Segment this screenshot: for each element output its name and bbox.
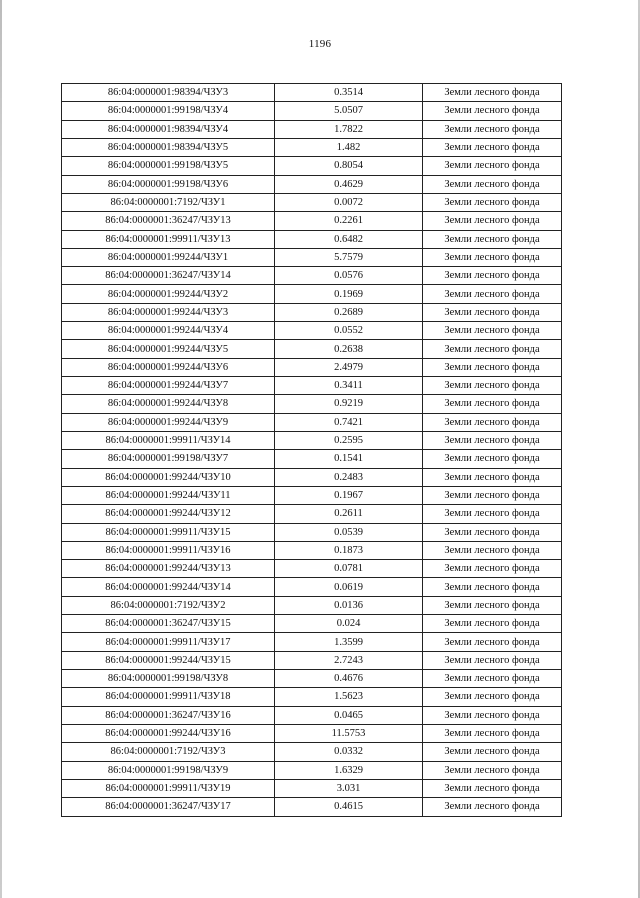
area-cell: 5.0507: [275, 102, 423, 120]
cadastral-number-cell: 86:04:0000001:7192/ЧЗУ2: [62, 596, 275, 614]
cadastral-number-cell: 86:04:0000001:99244/ЧЗУ15: [62, 651, 275, 669]
cadastral-number-cell: 86:04:0000001:7192/ЧЗУ1: [62, 193, 275, 211]
table-row: [62, 193, 562, 211]
table-row: [62, 395, 562, 413]
land-category-cell: Земли лесного фонда: [423, 431, 562, 449]
land-category-cell: Земли лесного фонда: [423, 230, 562, 248]
table-row: [62, 84, 562, 102]
cadastral-number-cell: 86:04:0000001:98394/ЧЗУ5: [62, 138, 275, 156]
area-cell: 0.0332: [275, 743, 423, 761]
table-row: [62, 248, 562, 266]
land-category-cell: Земли лесного фонда: [423, 706, 562, 724]
table-row: [62, 230, 562, 248]
land-category-cell: Земли лесного фонда: [423, 761, 562, 779]
area-cell: 1.3599: [275, 633, 423, 651]
area-cell: 0.2611: [275, 505, 423, 523]
area-cell: 0.1969: [275, 285, 423, 303]
table-row: [62, 138, 562, 156]
land-category-cell: Земли лесного фонда: [423, 468, 562, 486]
cadastral-number-cell: 86:04:0000001:98394/ЧЗУ3: [62, 84, 275, 102]
table-row: [62, 486, 562, 504]
area-cell: 2.7243: [275, 651, 423, 669]
table-row: [62, 322, 562, 340]
land-category-cell: Земли лесного фонда: [423, 523, 562, 541]
land-category-cell: Земли лесного фонда: [423, 212, 562, 230]
area-cell: 0.7421: [275, 413, 423, 431]
cadastral-number-cell: 86:04:0000001:99911/ЧЗУ18: [62, 688, 275, 706]
area-cell: 0.6482: [275, 230, 423, 248]
table-row: [62, 120, 562, 138]
cadastral-number-cell: 86:04:0000001:99198/ЧЗУ5: [62, 157, 275, 175]
table-row: [62, 267, 562, 285]
cadastral-number-cell: 86:04:0000001:99244/ЧЗУ12: [62, 505, 275, 523]
page-number: 1196: [308, 38, 332, 50]
area-cell: 1.482: [275, 138, 423, 156]
parcels-table-body: [62, 84, 562, 817]
table-row: [62, 358, 562, 376]
land-category-cell: Земли лесного фонда: [423, 688, 562, 706]
cadastral-number-cell: 86:04:0000001:98394/ЧЗУ4: [62, 120, 275, 138]
cadastral-number-cell: 86:04:0000001:99244/ЧЗУ3: [62, 303, 275, 321]
table-row: [62, 761, 562, 779]
area-cell: 11.5753: [275, 724, 423, 742]
cadastral-number-cell: 86:04:0000001:36247/ЧЗУ14: [62, 267, 275, 285]
area-cell: 0.1873: [275, 541, 423, 559]
land-category-cell: Земли лесного фонда: [423, 724, 562, 742]
land-category-cell: Земли лесного фонда: [423, 395, 562, 413]
area-cell: 1.6329: [275, 761, 423, 779]
cadastral-number-cell: 86:04:0000001:36247/ЧЗУ13: [62, 212, 275, 230]
land-category-cell: Земли лесного фонда: [423, 779, 562, 797]
table-row: [62, 688, 562, 706]
table-row: [62, 706, 562, 724]
area-cell: 0.2483: [275, 468, 423, 486]
land-category-cell: Земли лесного фонда: [423, 84, 562, 102]
land-category-cell: Земли лесного фонда: [423, 633, 562, 651]
cadastral-number-cell: 86:04:0000001:99244/ЧЗУ16: [62, 724, 275, 742]
area-cell: 0.9219: [275, 395, 423, 413]
cadastral-number-cell: 86:04:0000001:99244/ЧЗУ10: [62, 468, 275, 486]
land-category-cell: Земли лесного фонда: [423, 138, 562, 156]
cadastral-number-cell: 86:04:0000001:99244/ЧЗУ5: [62, 340, 275, 358]
table-row: [62, 377, 562, 395]
land-category-cell: Земли лесного фонда: [423, 322, 562, 340]
land-category-cell: Земли лесного фонда: [423, 541, 562, 559]
scan-edge-left: [0, 0, 2, 898]
cadastral-number-cell: 86:04:0000001:99244/ЧЗУ7: [62, 377, 275, 395]
cadastral-number-cell: 86:04:0000001:7192/ЧЗУ3: [62, 743, 275, 761]
cadastral-number-cell: 86:04:0000001:99244/ЧЗУ6: [62, 358, 275, 376]
area-cell: 5.7579: [275, 248, 423, 266]
table-row: [62, 285, 562, 303]
cadastral-number-cell: 86:04:0000001:99198/ЧЗУ8: [62, 670, 275, 688]
area-cell: 0.8054: [275, 157, 423, 175]
area-cell: 0.0619: [275, 578, 423, 596]
area-cell: 0.1967: [275, 486, 423, 504]
area-cell: 0.0072: [275, 193, 423, 211]
land-category-cell: Земли лесного фонда: [423, 743, 562, 761]
cadastral-number-cell: 86:04:0000001:99911/ЧЗУ16: [62, 541, 275, 559]
cadastral-number-cell: 86:04:0000001:36247/ЧЗУ17: [62, 798, 275, 816]
cadastral-number-cell: 86:04:0000001:99244/ЧЗУ11: [62, 486, 275, 504]
area-cell: 0.4615: [275, 798, 423, 816]
table-row: [62, 468, 562, 486]
land-category-cell: Земли лесного фонда: [423, 120, 562, 138]
table-row: [62, 450, 562, 468]
cadastral-number-cell: 86:04:0000001:99244/ЧЗУ9: [62, 413, 275, 431]
table-row: [62, 102, 562, 120]
table-row: [62, 212, 562, 230]
table-row: [62, 157, 562, 175]
land-category-cell: Земли лесного фонда: [423, 377, 562, 395]
land-category-cell: Земли лесного фонда: [423, 651, 562, 669]
table-row: [62, 523, 562, 541]
cadastral-number-cell: 86:04:0000001:99244/ЧЗУ1: [62, 248, 275, 266]
table-row: [62, 175, 562, 193]
land-category-cell: Земли лесного фонда: [423, 560, 562, 578]
area-cell: 1.7822: [275, 120, 423, 138]
land-category-cell: Земли лесного фонда: [423, 267, 562, 285]
land-category-cell: Земли лесного фонда: [423, 340, 562, 358]
cadastral-number-cell: 86:04:0000001:36247/ЧЗУ15: [62, 615, 275, 633]
area-cell: 0.4629: [275, 175, 423, 193]
table-row: [62, 431, 562, 449]
cadastral-number-cell: 86:04:0000001:99244/ЧЗУ2: [62, 285, 275, 303]
table-row: [62, 541, 562, 559]
table-row: [62, 340, 562, 358]
area-cell: 0.0576: [275, 267, 423, 285]
cadastral-number-cell: 86:04:0000001:99911/ЧЗУ13: [62, 230, 275, 248]
area-cell: 0.0552: [275, 322, 423, 340]
table-row: [62, 651, 562, 669]
land-category-cell: Земли лесного фонда: [423, 670, 562, 688]
area-cell: 0.2261: [275, 212, 423, 230]
area-cell: 1.5623: [275, 688, 423, 706]
table-row: [62, 303, 562, 321]
land-category-cell: Земли лесного фонда: [423, 303, 562, 321]
area-cell: 0.4676: [275, 670, 423, 688]
cadastral-number-cell: 86:04:0000001:99244/ЧЗУ8: [62, 395, 275, 413]
table-row: [62, 670, 562, 688]
cadastral-number-cell: 86:04:0000001:99244/ЧЗУ4: [62, 322, 275, 340]
area-cell: 0.2638: [275, 340, 423, 358]
area-cell: 0.1541: [275, 450, 423, 468]
area-cell: 2.4979: [275, 358, 423, 376]
cadastral-number-cell: 86:04:0000001:36247/ЧЗУ16: [62, 706, 275, 724]
land-category-cell: Земли лесного фонда: [423, 102, 562, 120]
land-category-cell: Земли лесного фонда: [423, 578, 562, 596]
table-row: [62, 578, 562, 596]
area-cell: 0.0539: [275, 523, 423, 541]
cadastral-number-cell: 86:04:0000001:99911/ЧЗУ19: [62, 779, 275, 797]
parcels-table: [61, 83, 562, 817]
area-cell: 0.3514: [275, 84, 423, 102]
land-category-cell: Земли лесного фонда: [423, 486, 562, 504]
table-row: [62, 743, 562, 761]
area-cell: 0.3411: [275, 377, 423, 395]
land-category-cell: Земли лесного фонда: [423, 285, 562, 303]
table-row: [62, 798, 562, 816]
land-category-cell: Земли лесного фонда: [423, 596, 562, 614]
area-cell: 0.2595: [275, 431, 423, 449]
table-row: [62, 724, 562, 742]
land-category-cell: Земли лесного фонда: [423, 157, 562, 175]
cadastral-number-cell: 86:04:0000001:99244/ЧЗУ14: [62, 578, 275, 596]
land-category-cell: Земли лесного фонда: [423, 175, 562, 193]
area-cell: 0.0781: [275, 560, 423, 578]
table-row: [62, 779, 562, 797]
area-cell: 0.2689: [275, 303, 423, 321]
area-cell: 0.024: [275, 615, 423, 633]
land-category-cell: Земли лесного фонда: [423, 798, 562, 816]
cadastral-number-cell: 86:04:0000001:99198/ЧЗУ7: [62, 450, 275, 468]
cadastral-number-cell: 86:04:0000001:99198/ЧЗУ6: [62, 175, 275, 193]
table-row: [62, 505, 562, 523]
table-row: [62, 596, 562, 614]
area-cell: 3.031: [275, 779, 423, 797]
land-category-cell: Земли лесного фонда: [423, 193, 562, 211]
table-row: [62, 560, 562, 578]
table-row: [62, 615, 562, 633]
area-cell: 0.0136: [275, 596, 423, 614]
cadastral-number-cell: 86:04:0000001:99244/ЧЗУ13: [62, 560, 275, 578]
cadastral-number-cell: 86:04:0000001:99911/ЧЗУ15: [62, 523, 275, 541]
cadastral-number-cell: 86:04:0000001:99911/ЧЗУ14: [62, 431, 275, 449]
cadastral-number-cell: 86:04:0000001:99198/ЧЗУ9: [62, 761, 275, 779]
cadastral-number-cell: 86:04:0000001:99198/ЧЗУ4: [62, 102, 275, 120]
land-category-cell: Земли лесного фонда: [423, 450, 562, 468]
area-cell: 0.0465: [275, 706, 423, 724]
land-category-cell: Земли лесного фонда: [423, 615, 562, 633]
table-row: [62, 633, 562, 651]
land-category-cell: Земли лесного фонда: [423, 358, 562, 376]
cadastral-number-cell: 86:04:0000001:99911/ЧЗУ17: [62, 633, 275, 651]
land-category-cell: Земли лесного фонда: [423, 413, 562, 431]
table-row: [62, 413, 562, 431]
land-category-cell: Земли лесного фонда: [423, 505, 562, 523]
land-category-cell: Земли лесного фонда: [423, 248, 562, 266]
